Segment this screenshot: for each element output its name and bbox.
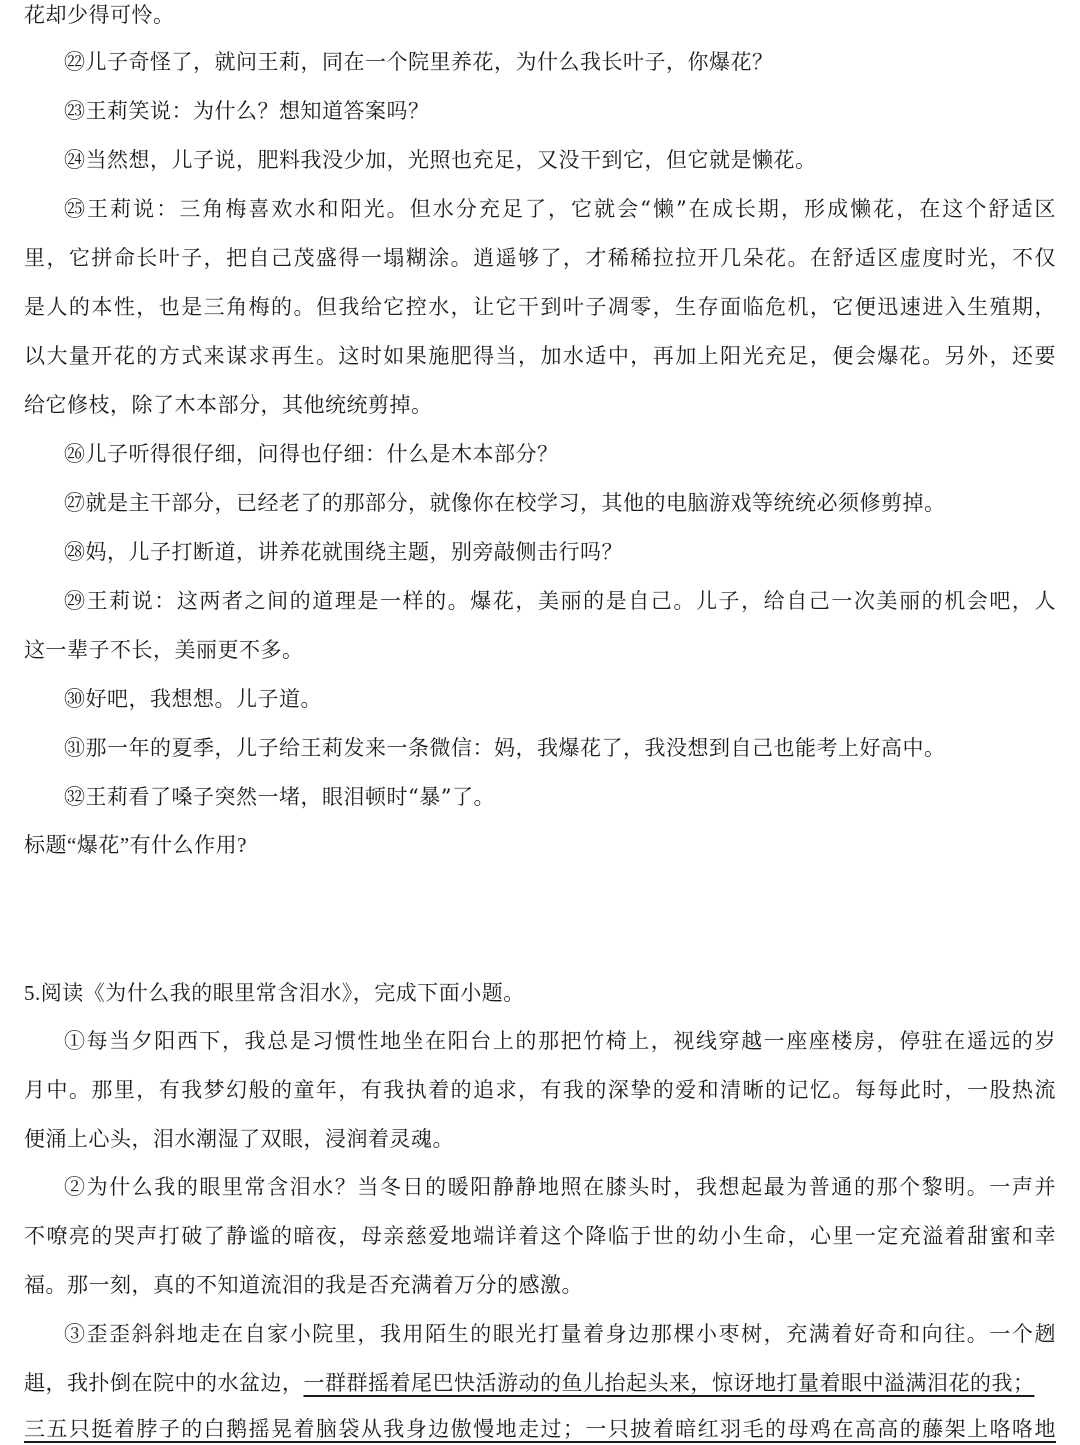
text-line bbox=[24, 1368, 1056, 1398]
underlined-line: 三五只挺着脖子的白鹅摇晃着脑袋从我身边傲慢地走过；一只披着暗红羽毛的母鸡在高高的藤架上咯咯地 bbox=[24, 1417, 1056, 1441]
question-prompt: 标题“爆花”有什么作用? bbox=[24, 833, 247, 857]
text-line: 给它修枝，除了木本部分，其他统统剪掉。 bbox=[24, 393, 433, 417]
section-heading: 5.阅读《为什么我的眼里常含泪水》，完成下面小题。 bbox=[24, 981, 525, 1005]
text-span: 趄，我扑倒在院中的水盆边， bbox=[24, 1371, 304, 1395]
paragraph-1: ①每当夕阳西下，我总是习惯性地坐在阳台上的那把竹椅上，视线穿越一座座楼房，停驻在遥远的岁 bbox=[64, 1029, 1056, 1053]
text-line: 不嘹亮的哭声打破了静谧的暗夜，母亲慈爱地端详着这个降临于世的幼小生命，心里一定充溢着甜蜜和幸 bbox=[24, 1224, 1056, 1248]
text-line: 是人的本性，也是三角梅的。但我给它控水，让它干到叶子凋零，生存面临危机，它便迅速进入生殖期， bbox=[24, 295, 1056, 319]
paragraph-22: ㉒儿子奇怪了，就问王莉，同在一个院里养花，为什么我长叶子，你爆花？ bbox=[64, 50, 774, 74]
text-line: 以大量开花的方式来谋求再生。这时如果施肥得当，加水适中，再加上阳光充足，便会爆花。另外，还要 bbox=[24, 344, 1056, 368]
paragraph-3: ③歪歪斜斜地走在自家小院里，我用陌生的眼光打量着身边那棵小枣树，充满着好奇和向往。一个趔 bbox=[64, 1322, 1056, 1346]
underlined-text: 一群群摇着尾巴快活游动的鱼儿抬起头来，惊讶地打量着眼中溢满泪花的我； bbox=[303, 1371, 1035, 1395]
paragraph-27: ㉗就是主干部分，已经老了的那部分，就像你在校学习，其他的电脑游戏等统统必须修剪掉。 bbox=[64, 491, 946, 515]
paragraph-32: ㉜王莉看了嗓子突然一堵，眼泪顿时“暴”了。 bbox=[64, 785, 495, 809]
paragraph-31: ㉛那一年的夏季，儿子给王莉发来一条微信：妈，我爆花了，我没想到自己也能考上好高中。 bbox=[64, 736, 946, 760]
text-line: 这一辈子不长，美丽更不多。 bbox=[24, 638, 304, 662]
paragraph-26: ㉖儿子听得很仔细，问得也仔细：什么是木本部分？ bbox=[64, 442, 559, 466]
paragraph-28: ㉘妈，儿子打断道，讲养花就围绕主题，别旁敲侧击行吗？ bbox=[64, 540, 623, 564]
paragraph-23: ㉓王莉笑说：为什么？想知道答案吗？ bbox=[64, 99, 430, 123]
paragraph-29: ㉙王莉说：这两者之间的道理是一样的。爆花，美丽的是自己。儿子，给自己一次美丽的机会吧，人 bbox=[64, 589, 1056, 613]
paragraph-25: ㉕王莉说：三角梅喜欢水和阳光。但水分充足了，它就会“懒”在成长期，形成懒花，在这个舒适区 bbox=[64, 197, 1056, 221]
text-line: 便涌上心头，泪水潮湿了双眼，浸润着灵魂。 bbox=[24, 1127, 454, 1151]
paragraph-2: ②为什么我的眼里常含泪水？当冬日的暖阳静静地照在膝头时，我想起最为普通的那个黎明。一声并 bbox=[64, 1175, 1056, 1199]
text-line: 月中。那里，有我梦幻般的童年，有我执着的追求，有我的深挚的爱和清晰的记忆。每每此时，一股热流 bbox=[24, 1078, 1056, 1102]
text-line: 花却少得可怜。 bbox=[24, 3, 175, 27]
paragraph-30: ㉚好吧，我想想。儿子道。 bbox=[64, 687, 322, 711]
paragraph-24: ㉔当然想，儿子说，肥料我没少加，光照也充足，又没干到它，但它就是懒花。 bbox=[64, 148, 817, 172]
text-line: 里，它拼命长叶子，把自己茂盛得一塌糊涂。逍遥够了，才稀稀拉拉开几朵花。在舒适区虚度时光，不仅 bbox=[24, 246, 1056, 270]
text-line: 福。那一刻，真的不知道流泪的我是否充满着万分的感激。 bbox=[24, 1273, 583, 1297]
